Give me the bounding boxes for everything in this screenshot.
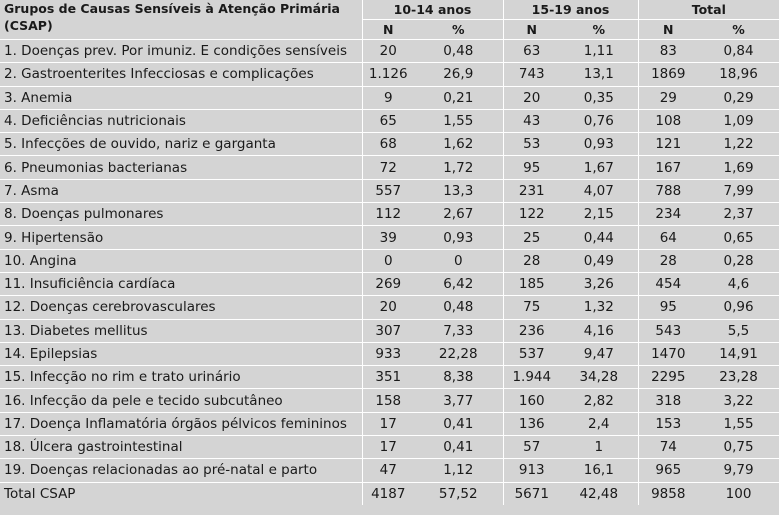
group-header-15-19: 15-19 anos [503, 0, 638, 20]
table-cell: 2,67 [414, 203, 503, 226]
table-cell: 9,47 [560, 342, 638, 365]
table-cell: 8,38 [414, 366, 503, 389]
table-cell: 72 [362, 156, 414, 179]
table-cell: 0,21 [414, 86, 503, 109]
table-cell: 23,28 [698, 366, 779, 389]
row-label: 14. Epilepsias [0, 342, 362, 365]
total-cell: 57,52 [414, 482, 503, 505]
table-cell: 95 [503, 156, 560, 179]
row-label: 9. Hipertensão [0, 226, 362, 249]
table-cell: 65 [362, 109, 414, 132]
table-row [0, 272, 779, 295]
table-title: Grupos de Causas Sensíveis à Atenção Primária (CSAP) [0, 0, 362, 40]
group-header-total: Total [638, 0, 779, 20]
table-cell: 1,62 [414, 133, 503, 156]
total-cell: 42,48 [560, 482, 638, 505]
table-cell: 0,75 [698, 436, 779, 459]
table-cell: 16,1 [560, 459, 638, 482]
row-label: 15. Infecção no rim e trato urinário [0, 366, 362, 389]
row-label: 18. Úlcera gastrointestinal [0, 436, 362, 459]
table-cell: 20 [362, 40, 414, 63]
table-cell: 537 [503, 342, 560, 365]
table-cell: 933 [362, 342, 414, 365]
table-cell: 234 [638, 203, 698, 226]
table-cell: 2,82 [560, 389, 638, 412]
table-cell: 913 [503, 459, 560, 482]
total-cell: 5671 [503, 482, 560, 505]
table-cell: 29 [638, 86, 698, 109]
table-cell: 0,84 [698, 40, 779, 63]
row-label: 7. Asma [0, 179, 362, 202]
table-cell: 1,22 [698, 133, 779, 156]
table-cell: 68 [362, 133, 414, 156]
table-cell: 136 [503, 412, 560, 435]
group-header-10-14: 10-14 anos [362, 0, 503, 20]
table-cell: 0 [414, 249, 503, 272]
row-label: 3. Anemia [0, 86, 362, 109]
table-cell: 0,76 [560, 109, 638, 132]
table-cell: 7,33 [414, 319, 503, 342]
table-cell: 231 [503, 179, 560, 202]
row-label: 12. Doenças cerebrovasculares [0, 296, 362, 319]
total-cell: 4187 [362, 482, 414, 505]
table-cell: 1,09 [698, 109, 779, 132]
table-cell: 0,49 [560, 249, 638, 272]
table-cell: 64 [638, 226, 698, 249]
table-cell: 0,96 [698, 296, 779, 319]
table-cell: 1,32 [560, 296, 638, 319]
table-cell: 0,93 [414, 226, 503, 249]
table-cell: 75 [503, 296, 560, 319]
subheader-percent: % [414, 20, 503, 40]
table-cell: 2,15 [560, 203, 638, 226]
table-cell: 167 [638, 156, 698, 179]
table-cell: 0,28 [698, 249, 779, 272]
subheader-n: N [383, 22, 394, 37]
table-cell: 3,22 [698, 389, 779, 412]
row-label: 4. Deficiências nutricionais [0, 109, 362, 132]
subheader-percent: % [560, 20, 638, 40]
table-cell: 543 [638, 319, 698, 342]
table-cell: 74 [638, 436, 698, 459]
table-cell: 13,1 [560, 63, 638, 86]
table-cell: 0,93 [560, 133, 638, 156]
table-cell: 108 [638, 109, 698, 132]
total-label: Total CSAP [0, 482, 362, 505]
table-row [0, 296, 779, 319]
table-cell: 14,91 [698, 342, 779, 365]
row-label: 11. Insuficiência cardíaca [0, 272, 362, 295]
table-row [0, 109, 779, 132]
table-cell: 7,99 [698, 179, 779, 202]
table-cell: 1.944 [503, 366, 560, 389]
table-cell: 0,41 [414, 436, 503, 459]
table-row [0, 342, 779, 365]
table-cell: 57 [503, 436, 560, 459]
table-row [0, 133, 779, 156]
table-row [0, 86, 779, 109]
table-cell: 63 [503, 40, 560, 63]
table-row [0, 203, 779, 226]
table-row [0, 319, 779, 342]
table-row [0, 226, 779, 249]
table-row [0, 156, 779, 179]
table-cell: 0,35 [560, 86, 638, 109]
row-label: 17. Doença Inflamatória órgãos pélvicos femininos [0, 412, 362, 435]
table-cell: 1470 [638, 342, 698, 365]
row-label: 13. Diabetes mellitus [0, 319, 362, 342]
row-label: 16. Infecção da pele e tecido subcutâneo [0, 389, 362, 412]
table-cell: 83 [638, 40, 698, 63]
table-cell: 5,5 [698, 319, 779, 342]
table-cell: 351 [362, 366, 414, 389]
table-cell: 17 [362, 412, 414, 435]
table-row [0, 412, 779, 435]
table-cell: 185 [503, 272, 560, 295]
table-cell: 26,9 [414, 63, 503, 86]
table-cell: 318 [638, 389, 698, 412]
table-cell: 158 [362, 389, 414, 412]
table-row [0, 40, 779, 63]
table-cell: 236 [503, 319, 560, 342]
table-cell: 4,07 [560, 179, 638, 202]
table-cell: 307 [362, 319, 414, 342]
table-cell: 13,3 [414, 179, 503, 202]
table-cell: 39 [362, 226, 414, 249]
table-cell: 2,37 [698, 203, 779, 226]
table-row [0, 249, 779, 272]
table-cell: 0,41 [414, 412, 503, 435]
row-label: 19. Doenças relacionadas ao pré-natal e parto [0, 459, 362, 482]
table-row [0, 179, 779, 202]
subheader-percent: % [732, 22, 745, 37]
table-row [0, 389, 779, 412]
table-cell: 47 [362, 459, 414, 482]
table-cell: 9,79 [698, 459, 779, 482]
table-cell: 0,44 [560, 226, 638, 249]
table-cell: 28 [638, 249, 698, 272]
table-row [0, 63, 779, 86]
row-label: 8. Doenças pulmonares [0, 203, 362, 226]
row-label: 6. Pneumonias bacterianas [0, 156, 362, 179]
table-cell: 17 [362, 436, 414, 459]
table-cell: 160 [503, 389, 560, 412]
table-cell: 0,65 [698, 226, 779, 249]
table-cell: 3,26 [560, 272, 638, 295]
table-cell: 4,6 [698, 272, 779, 295]
table-cell: 1869 [638, 63, 698, 86]
table-cell: 22,28 [414, 342, 503, 365]
table-cell: 20 [503, 86, 560, 109]
table-cell: 0 [362, 249, 414, 272]
table-cell: 34,28 [560, 366, 638, 389]
table-row [0, 366, 779, 389]
table-cell: 25 [503, 226, 560, 249]
total-cell: 9858 [638, 482, 698, 505]
table-cell: 1,55 [698, 412, 779, 435]
table-row [0, 436, 779, 459]
table-cell: 1 [560, 436, 638, 459]
table-cell: 2295 [638, 366, 698, 389]
table-cell: 1,67 [560, 156, 638, 179]
table-cell: 122 [503, 203, 560, 226]
table-cell: 269 [362, 272, 414, 295]
table-cell: 43 [503, 109, 560, 132]
table-cell: 1,12 [414, 459, 503, 482]
table-cell: 95 [638, 296, 698, 319]
subheader-n: N [526, 22, 537, 37]
table-cell: 3,77 [414, 389, 503, 412]
table-cell: 788 [638, 179, 698, 202]
table-row [0, 459, 779, 482]
table-cell: 20 [362, 296, 414, 319]
table-body [0, 40, 779, 483]
table-cell: 9 [362, 86, 414, 109]
table-cell: 0,48 [414, 296, 503, 319]
table-cell: 1.126 [362, 63, 414, 86]
table-cell: 6,42 [414, 272, 503, 295]
table-cell: 965 [638, 459, 698, 482]
table-cell: 1,69 [698, 156, 779, 179]
table-cell: 112 [362, 203, 414, 226]
table-cell: 53 [503, 133, 560, 156]
table-cell: 28 [503, 249, 560, 272]
total-row [0, 482, 779, 505]
total-cell: 100 [698, 482, 779, 505]
table-cell: 0,29 [698, 86, 779, 109]
table-cell: 1,72 [414, 156, 503, 179]
row-label: 5. Infecções de ouvido, nariz e garganta [0, 133, 362, 156]
table-cell: 0,48 [414, 40, 503, 63]
table-cell: 1,55 [414, 109, 503, 132]
row-label: 1. Doenças prev. Por imuniz. E condições sensíveis [0, 40, 362, 63]
table-cell: 18,96 [698, 63, 779, 86]
subheader-n: N [663, 22, 674, 37]
table-cell: 121 [638, 133, 698, 156]
table-cell: 2,4 [560, 412, 638, 435]
table-cell: 743 [503, 63, 560, 86]
table-cell: 4,16 [560, 319, 638, 342]
row-label: 10. Angina [0, 249, 362, 272]
row-label: 2. Gastroenterites Infecciosas e complicações [0, 63, 362, 86]
table-cell: 1,11 [560, 40, 638, 63]
table-cell: 153 [638, 412, 698, 435]
table-cell: 557 [362, 179, 414, 202]
table-cell: 454 [638, 272, 698, 295]
